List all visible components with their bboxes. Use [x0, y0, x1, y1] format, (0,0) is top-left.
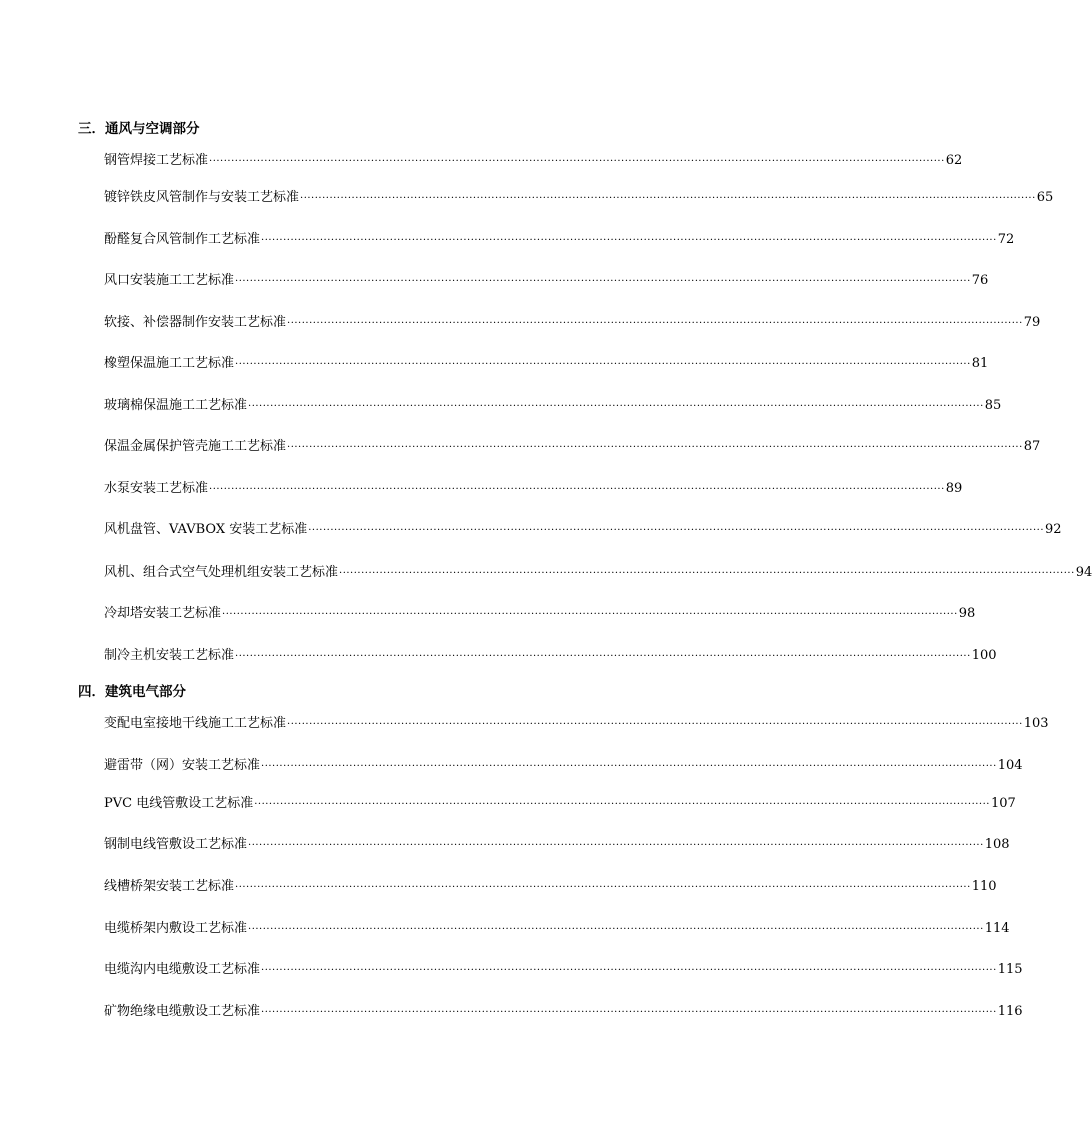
- toc-entry-title: 线槽桥架安装工艺标准: [104, 879, 235, 894]
- toc-entry[interactable]: [104, 311, 1041, 330]
- toc-leader: ········································································································································································································: [287, 318, 1023, 329]
- toc-entry-title: 保温金属保护管壳施工工艺标准: [104, 439, 287, 454]
- toc-entry-title: 电缆桥架内敷设工艺标准: [104, 921, 248, 936]
- toc-entry[interactable]: [104, 792, 1016, 811]
- toc-entry-title: 电缆沟内电缆敷设工艺标准: [104, 962, 261, 977]
- toc-entry-page: 65: [1036, 190, 1054, 205]
- toc-entry[interactable]: [104, 754, 1023, 773]
- toc-entry-page: 100: [971, 648, 997, 663]
- toc-entry-page: 72: [997, 232, 1015, 247]
- toc-entry-page: 92: [1045, 522, 1062, 537]
- toc-leader: ········································································································································································································: [261, 235, 997, 246]
- toc-entry-title: 镀锌铁皮风管制作与安装工艺标准: [104, 190, 300, 205]
- toc-entry-page: 87: [1023, 439, 1041, 454]
- toc-leader: ········································································································································································································: [261, 761, 997, 772]
- toc-entry[interactable]: [104, 352, 989, 371]
- toc-leader: ········································································································································································································: [209, 156, 945, 167]
- toc-entry[interactable]: [104, 477, 963, 496]
- toc-entry-page: 62: [945, 153, 963, 168]
- toc-entry[interactable]: [104, 186, 1054, 205]
- toc-leader: ········································································································································································································: [222, 609, 958, 620]
- toc-leader: ········································································································································································································: [261, 1007, 997, 1018]
- toc-entry-page: 76: [971, 273, 989, 288]
- toc-entry[interactable]: [104, 958, 1023, 977]
- toc-entry[interactable]: [104, 875, 997, 894]
- toc-entry[interactable]: [104, 518, 1062, 537]
- toc-entry-page: 110: [971, 879, 997, 894]
- toc-entry[interactable]: [104, 833, 1010, 852]
- toc-entry[interactable]: [104, 269, 989, 288]
- toc-entry-title: 风口安装施工工艺标准: [104, 273, 235, 288]
- toc-entry-page: 79: [1023, 315, 1041, 330]
- toc-entry[interactable]: [104, 1000, 1023, 1019]
- toc-entry-page: 94: [1075, 565, 1092, 580]
- toc-entry-title: 冷却塔安装工艺标准: [104, 606, 222, 621]
- toc-entry-title: 变配电室接地干线施工工艺标准: [104, 716, 287, 731]
- toc-entry-title: 橡塑保温施工工艺标准: [104, 356, 235, 371]
- toc-entry-title: 钢制电线管敷设工艺标准: [104, 837, 248, 852]
- toc-entry[interactable]: [104, 149, 963, 168]
- toc-entry[interactable]: [104, 561, 1092, 580]
- toc-entry-title: 矿物绝缘电缆敷设工艺标准: [104, 1004, 261, 1019]
- toc-entry[interactable]: [104, 917, 1010, 936]
- toc-leader: ········································································································································································································: [261, 965, 997, 976]
- toc-leader: ········································································································································································································: [235, 651, 971, 662]
- toc-entry[interactable]: [104, 602, 976, 621]
- toc-entry-page: 115: [997, 962, 1023, 977]
- toc-entry-title: 软接、补偿器制作安装工艺标准: [104, 315, 287, 330]
- toc-entry-page: 103: [1023, 716, 1049, 731]
- toc-entry[interactable]: [104, 435, 1041, 454]
- toc-entry-page: 89: [945, 481, 963, 496]
- toc-entry[interactable]: [104, 644, 997, 663]
- toc-leader: ········································································································································································································: [308, 525, 1044, 536]
- toc-leader: ········································································································································································································: [235, 882, 971, 893]
- toc-entry-title: 水泵安装工艺标准: [104, 481, 209, 496]
- toc-entry-page: 107: [990, 796, 1016, 811]
- toc-entry-title: 钢管焊接工艺标准: [104, 153, 209, 168]
- toc-leader: ········································································································································································································: [254, 799, 990, 810]
- toc-leader: ········································································································································································································: [235, 359, 971, 370]
- toc-leader: ········································································································································································································: [248, 401, 984, 412]
- toc-entry-title: 风机、组合式空气处理机组安装工艺标准: [104, 565, 339, 580]
- toc-entry-page: 108: [984, 837, 1010, 852]
- toc-leader: ········································································································································································································: [209, 484, 945, 495]
- toc-entry-page: 114: [984, 921, 1010, 936]
- toc-leader: ········································································································································································································: [235, 276, 971, 287]
- toc-entry[interactable]: [104, 394, 1002, 413]
- toc-leader: ········································································································································································································: [248, 924, 984, 935]
- toc-entry-page: 116: [997, 1004, 1023, 1019]
- toc-leader: ········································································································································································································: [339, 568, 1075, 579]
- toc-entry-title: 风机盘管、VAVBOX 安装工艺标准: [104, 522, 308, 537]
- toc-entry-title: PVC 电线管敷设工艺标准: [104, 796, 254, 811]
- toc-leader: ········································································································································································································: [300, 193, 1036, 204]
- toc-entry-page: 98: [958, 606, 976, 621]
- toc-entry-title: 酚醛复合风管制作工艺标准: [104, 232, 261, 247]
- toc-entry-title: 玻璃棉保温施工工艺标准: [104, 398, 248, 413]
- toc-entry-page: 85: [984, 398, 1002, 413]
- toc-entry-page: 104: [997, 758, 1023, 773]
- toc-entry[interactable]: [104, 712, 1049, 731]
- toc-entry[interactable]: [104, 228, 1015, 247]
- toc-leader: ········································································································································································································: [287, 442, 1023, 453]
- toc-entry-title: 制冷主机安装工艺标准: [104, 648, 235, 663]
- toc-leader: ········································································································································································································: [248, 840, 984, 851]
- toc-leader: ········································································································································································································: [287, 719, 1023, 730]
- toc-entry-page: 81: [971, 356, 989, 371]
- section-heading: 四．建筑电气部分: [78, 684, 186, 700]
- section-heading: 三．通风与空调部分: [78, 121, 200, 137]
- toc-entry-title: 避雷带（网）安装工艺标准: [104, 758, 261, 773]
